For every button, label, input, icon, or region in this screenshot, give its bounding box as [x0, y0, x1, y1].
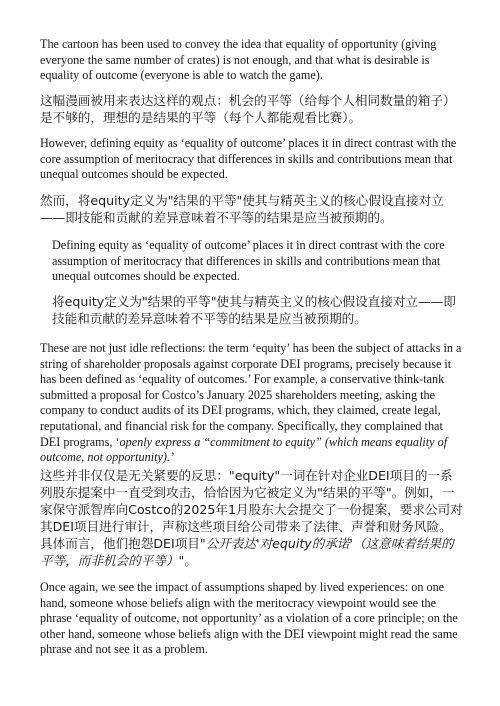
paragraph-en-1: The cartoon has been used to convey the idea that equality of opportunity (giving everyone the same number of crates) is not enough, and that what is desirable is equality of outcome (everyone is able to watch the game). — [40, 37, 437, 83]
quote-zh: 将equity定义为"结果的平等"使其与精英主义的核心假设直接对立——即技能和贡献的差异意味着不平等的结果是应当被预期的。 — [52, 294, 456, 326]
paragraph-en-3-text: These are not just idle reflections: the term ‘equity’ has been the subject of attacks in a string of shareholder proposals against corporate DEI programs, precisely because it has been defined as ‘equality of outcomes.’ For example, a conservative think-tank submitted a proposal for Costco’s January 2025 shareholders meeting, asking the company to conduct audits of its DEI programs, which, they claimed, create legal, reputational, and financial risk for the company. Specifically, they complained that DEI programs, ‘ — [40, 341, 462, 449]
paragraph-en-2: However, defining equity as ‘equality of outcome’ places it in direct contrast with the core assumption of meritocracy that differences in skills and contributions mean that unequal outcomes should be expected. — [40, 136, 457, 182]
paragraph-zh-3-tail: "。 — [178, 553, 197, 568]
paragraph-zh-3 — [40, 467, 464, 569]
paragraph-en-3-quote: openly express a “commitment to equity” (which means equality of outcome, not opportunity).’ — [40, 434, 448, 465]
paragraph-zh-2: 然而，将equity定义为"结果的平等"使其与精英主义的核心假设直接对立——即技能和贡献的差异意味着不平等的结果是应当被预期的。 — [40, 193, 444, 225]
quote-en: Defining equity as ‘equality of outcome’ places it in direct contrast with the core assumption of meritocracy that differences in skills and contributions mean that unequal outcomes should be expected. — [52, 238, 445, 284]
paragraph-zh-1: 这幅漫画被用来表达这样的观点：机会的平等（给每个人相同数量的箱子）是不够的，理想的是结果的平等（每个人都能观看比赛）。 — [40, 93, 456, 125]
paragraph-en-3 — [40, 341, 464, 466]
paragraph-en-4: Once again, we see the impact of assumptions shaped by lived experiences: on one hand, someone whose beliefs align with the meritocracy viewpoint would see the phrase ‘equality of outcome, not opportunity’ as a violation of a core principle; on the other hand, someone whose beliefs align with the DEI viewpoint might read the same phrase and not see it as a problem. — [40, 580, 458, 657]
paragraph-zh-3-quote: 公开表达'对equity的承诺'（这意味着结果的平等，而非机会的平等） — [40, 536, 454, 568]
paragraph-zh-3-text: 这些并非仅仅是无关紧要的反思："equity"一词在针对企业DEI项目的一系列股东提案中一直受到攻击，恰恰因为它被定义为"结果的平等"。例如，一家保守派智库向Costco的2025年1月股东大会提交了一份提案，要求公司对其DEI项目进行审计，声称这些项目给公司带来了法律、声誉和财务风险。具体而言，他们抱怨DEI项目" — [40, 468, 463, 551]
